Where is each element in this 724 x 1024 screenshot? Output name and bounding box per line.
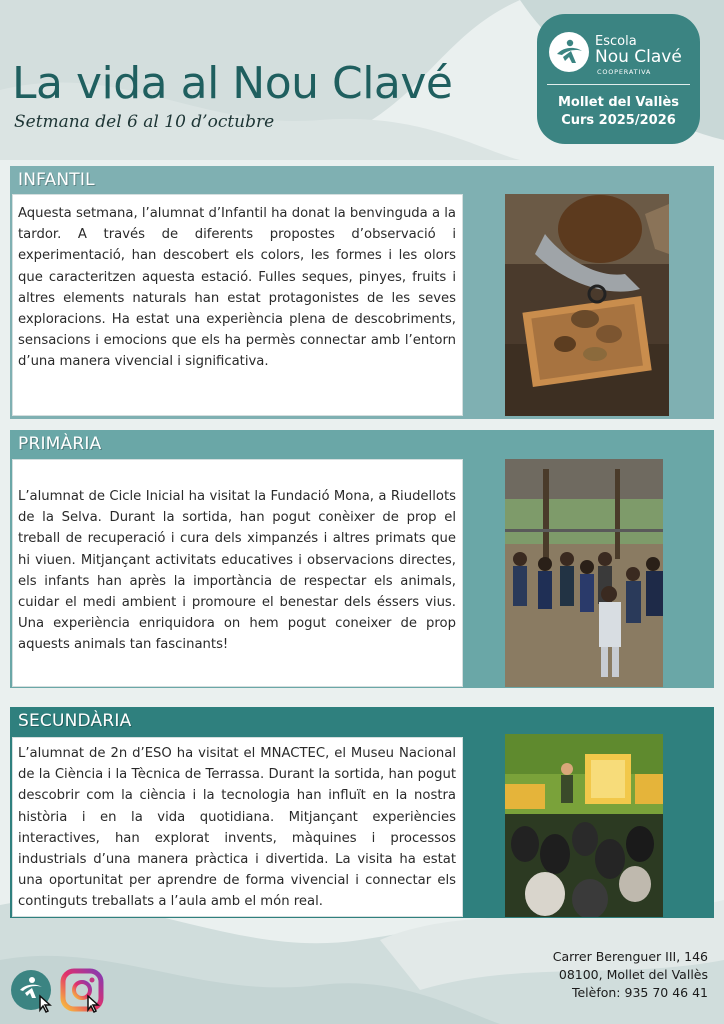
badge-course-year: Curs 2025/2026 bbox=[561, 113, 676, 128]
photo-primaria-fundacio-mona bbox=[505, 459, 663, 687]
school-badge bbox=[537, 14, 700, 144]
badge-school-name: Nou Clavé bbox=[595, 47, 682, 67]
page-subtitle: Setmana del 6 al 10 d’octubre bbox=[14, 112, 275, 132]
photo-infantil-autumn-exploration bbox=[505, 194, 669, 416]
badge-cooperativa: COOPERATIVA bbox=[597, 68, 652, 76]
badge-escola: Escola bbox=[595, 34, 637, 49]
section-title: PRIMÀRIA bbox=[18, 434, 102, 454]
section-infantil bbox=[10, 166, 714, 419]
school-address bbox=[553, 948, 708, 1002]
web-link-icon[interactable] bbox=[10, 968, 56, 1014]
badge-location: Mollet del Vallès bbox=[557, 95, 680, 110]
school-logo-icon bbox=[549, 32, 589, 72]
badge-divider bbox=[547, 84, 690, 85]
address-street: Carrer Berenguer III, 146 bbox=[552, 949, 708, 964]
section-text: Aquesta setmana, l’alumnat d’Infantil ha donat la benvinguda a la tardor. A través de diferents propostes d’observació i experimentació, han descobert els colors, les formes i les olors que caracteritzen aquesta estació. Fulles seques, pinyes, fruits i altres elements naturals han estat protagonistes de les seves exploracions. Ha estat una experiència plena de descobriments, sensacions i emocions que els ha permès connectar amb l’entorn d’una manera vivencial i significativa. bbox=[12, 194, 463, 416]
page-title: La vida al Nou Clavé bbox=[12, 58, 453, 109]
section-secundaria bbox=[10, 707, 714, 918]
instagram-icon[interactable] bbox=[60, 968, 106, 1014]
phone-number: Telèfon: 935 70 46 41 bbox=[571, 985, 708, 1000]
section-text: L’alumnat de 2n d’ESO ha visitat el MNACTEC, el Museu Nacional de la Ciència i la Tècnica de Terrassa. Durant la sortida, han pogut descobrir com la ciència i la tecnologia han influït en la nostra història i en la vida quotidiana. Mitjançant experiències interactives, han explorat invents, màquines i processos industrials d’una manera pràctica i divertida. La visita ha estat una oportunitat per aprendre de forma vivencial i connectar els continguts treballats a l’aula amb el món real. bbox=[12, 737, 463, 917]
section-primaria bbox=[10, 430, 714, 688]
section-text: L’alumnat de Cicle Inicial ha visitat la Fundació Mona, a Riudellots de la Selva. Durant la sortida, han pogut conèixer de prop el treball de recuperació i cura dels ximpanzés i altres primats que hi viuen. Mitjançant activitats educatives i observacions directes, els infants han après la importància de respectar els animals, cuidar el medi ambient i promoure el benestar dels éssers vius. Una experiència enriquidora on hem pogut coneixer de prop aquests animals tan fascinants! bbox=[12, 459, 463, 687]
section-title: SECUNDÀRIA bbox=[18, 711, 132, 731]
address-city: 08100, Mollet del Vallès bbox=[558, 967, 708, 982]
photo-secundaria-mnactec bbox=[505, 734, 663, 917]
section-title: INFANTIL bbox=[18, 170, 95, 190]
